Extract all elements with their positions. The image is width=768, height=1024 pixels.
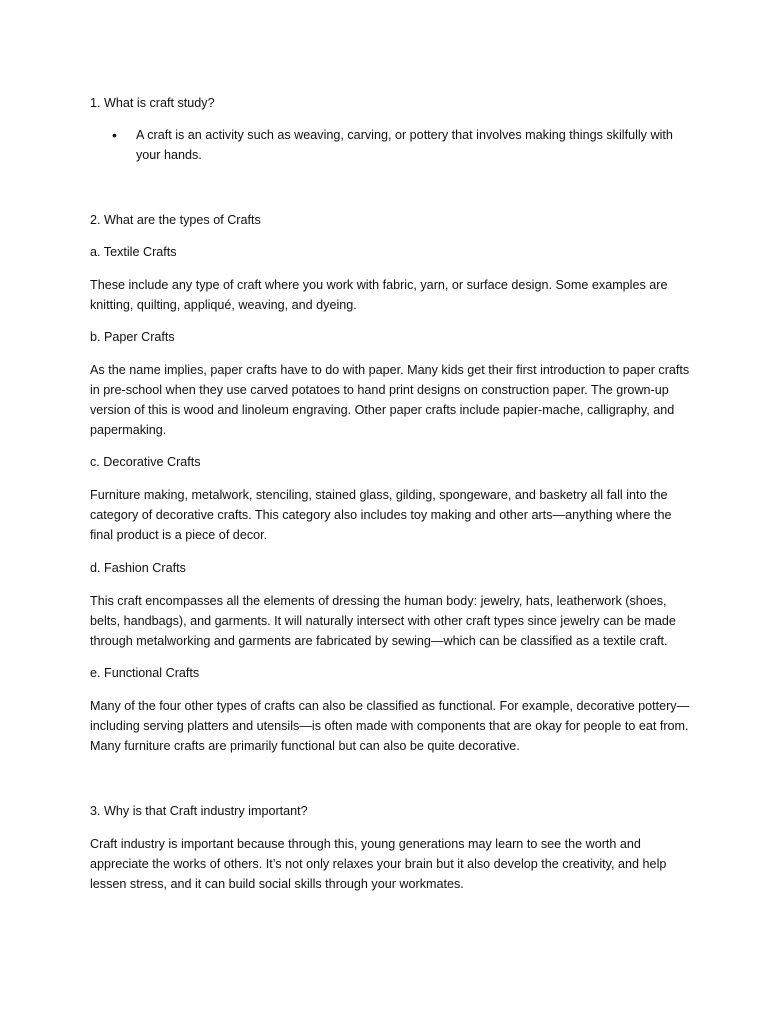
bullet-icon: • [112,127,117,143]
paper-crafts-text: As the name implies, paper crafts have to do with paper. Many kids get their first introduction to paper crafts in pre-school when they use carved potatoes to hand print designs on construction paper. The grown-up version of this is wood and linoleum engraving. Other paper crafts include papier-mache, calligraphy, and papermaking. [90,363,690,437]
functional-crafts-text: Many of the four other types of crafts can also be classified as functional. For example, decorative pottery—including serving platters and utensils—is often made with components that are okay for people to eat from. Many furniture crafts are primarily functional but can also be quite decorative. [90,699,690,753]
textile-crafts-text: These include any type of craft where you work with fabric, yarn, or surface design. Some examples are knitting, quilting, appliqué, weaving, and dyeing. [90,278,668,312]
list-item [90,125,690,165]
question-1-answer-list [90,125,690,165]
textile-crafts-title: a. Textile Crafts [90,245,177,259]
question-3-answer: Craft industry is important because through this, young generations may learn to see the worth and appreciate the works of others. It’s not only relaxes your brain but it also develop the creativity, and help lessen stress, and it can build social skills through your workmates. [90,837,667,891]
fashion-crafts-text: This craft encompasses all the elements of dressing the human body: jewelry, hats, leatherwork (shoes, belts, handbags), and garments. It will naturally intersect with other craft types since jewelry can be made through metalworking and garments are fabricated by sewing—which can be classified as a textile craft. [90,594,676,648]
functional-crafts-title: e. Functional Crafts [90,666,200,680]
question-3-heading: 3. Why is that Craft industry important? [90,804,308,818]
fashion-crafts-title: d. Fashion Crafts [90,561,186,575]
question-2-heading: 2. What are the types of Crafts [90,213,261,227]
question-1-answer: A craft is an activity such as weaving, carving, or pottery that involves making things skilfully with your hands. [136,128,673,162]
decorative-crafts-text: Furniture making, metalwork, stenciling, stained glass, gilding, spongeware, and basketry all fall into the category of decorative crafts. This category also includes toy making and other arts—anything where the final product is a piece of decor. [90,488,672,542]
decorative-crafts-title: c. Decorative Crafts [90,455,201,469]
question-1-heading: 1. What is craft study? [90,96,215,110]
document-page [90,93,690,894]
paper-crafts-title: b. Paper Crafts [90,330,175,344]
